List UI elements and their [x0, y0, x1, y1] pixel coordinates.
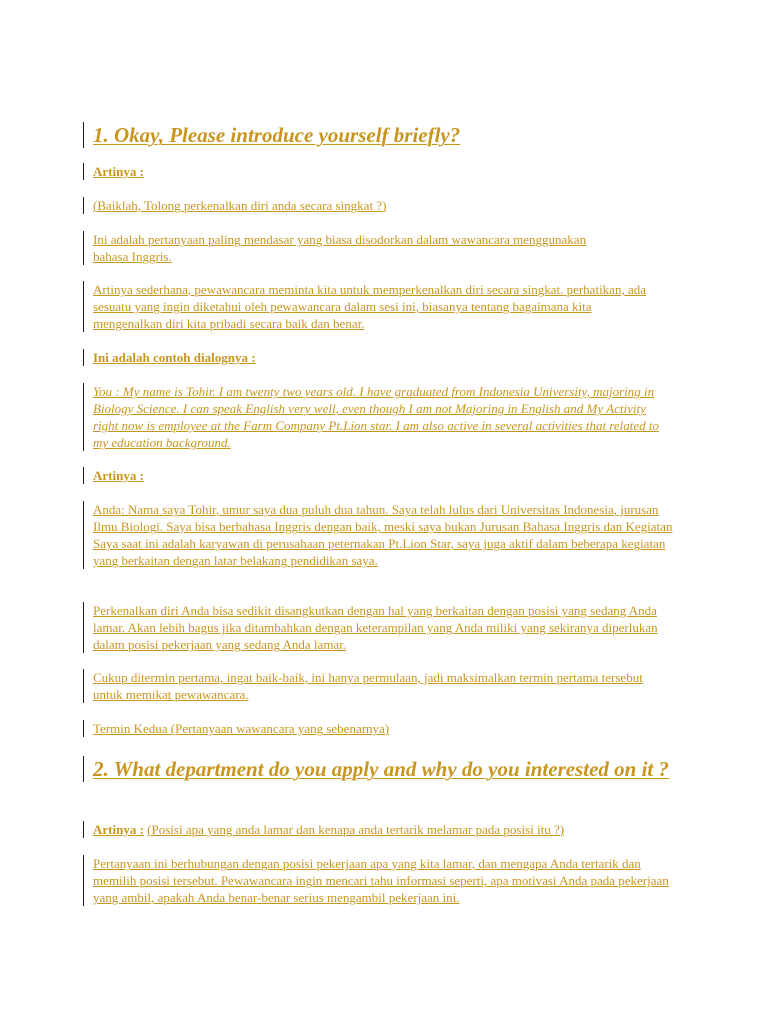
- paragraph-first-term: Cukup ditermin pertama, ingat baik-baik, ini hanya permulaan, jadi maksimalkan termin pertama tersebut untuk memikat pewawancara.: [83, 669, 663, 703]
- paragraph-introduce-tips: Perkenalkan diri Anda bisa sedikit disangkutkan dengan hal yang berkaitan dengan posisi yang sedang Anda lamar. Akan lebih bagus jika ditambahkan dengan keterampilan yang Anda miliki yang sekiranya diperlukan dalam posisi pekerjaan yang sedang Anda lamar.: [83, 602, 663, 653]
- question-1-heading: 1. Okay, Please introduce yourself briefly?: [83, 122, 653, 148]
- dialog-example-text: You : My name is Tohir. I am twenty two years old. I have graduated from Indonesia University, majoring in Biology Science. I can speak English very well, even though I am not Majoring in English and My Activity right now is employee at the Farm Company Pt.Lion star. I am also active in several activities that related to my education background.: [83, 383, 673, 451]
- artinya-label-2: Artinya :: [83, 467, 653, 484]
- question-1-translation: (Baiklah, Tolong perkenalkan diri anda secara singkat ?): [83, 197, 653, 214]
- paragraph-department-question: Pertanyaan ini berhubungan dengan posisi pekerjaan apa yang kita lamar, dan mengapa Anda tertarik dan memilih posisi tersebut. Pewawancara ingin mencari tahu informasi seperti, apa motivasi Anda pada pekerjaan yang ambil, apakah Anda benar-benar serius mengambil pekerjaan ini.: [83, 855, 678, 906]
- question-2-translation-line: Artinya : (Posisi apa yang anda lamar dan kenapa anda tertarik melamar pada posisi itu ?): [83, 821, 673, 838]
- question-2-heading: 2. What department do you apply and why do you interested on it ?: [83, 756, 673, 782]
- paragraph-basic-question: Ini adalah pertanyaan paling mendasar yang biasa disodorkan dalam wawancara menggunakan bahasa Inggris.: [83, 231, 593, 265]
- second-term-label: Termin Kedua (Pertanyaan wawancara yang sebenarnya): [83, 720, 653, 737]
- dialog-example-label: Ini adalah contoh dialognya :: [83, 349, 653, 366]
- dialog-translation: Anda: Nama saya Tohir, umur saya dua puluh dua tahun. Saya telah lulus dari Universitas Indonesia, jurusan Ilmu Biologi. Saya bisa berbahasa Inggris dengan baik, meski saya bukan Jurusan Bahasa Inggris dan Kegiatan Saya saat ini adalah karyawan di perusahaan peternakan Pt.Lion Star, saya juga aktif dalam beberapa kegiatan yang berkaitan dengan latar belakang pendidikan saya.: [83, 501, 683, 569]
- paragraph-explanation: Artinya sederhana, pewawancara meminta kita untuk memperkenalkan diri secara singkat. perhatikan, ada sesuatu yang ingin diketahui oleh pewawancara dalam sesi ini, biasanya tentang bagaimana kita mengenalkan diri kita pribadi secara baik dan benar.: [83, 281, 663, 332]
- artinya-label-1: Artinya :: [83, 163, 653, 180]
